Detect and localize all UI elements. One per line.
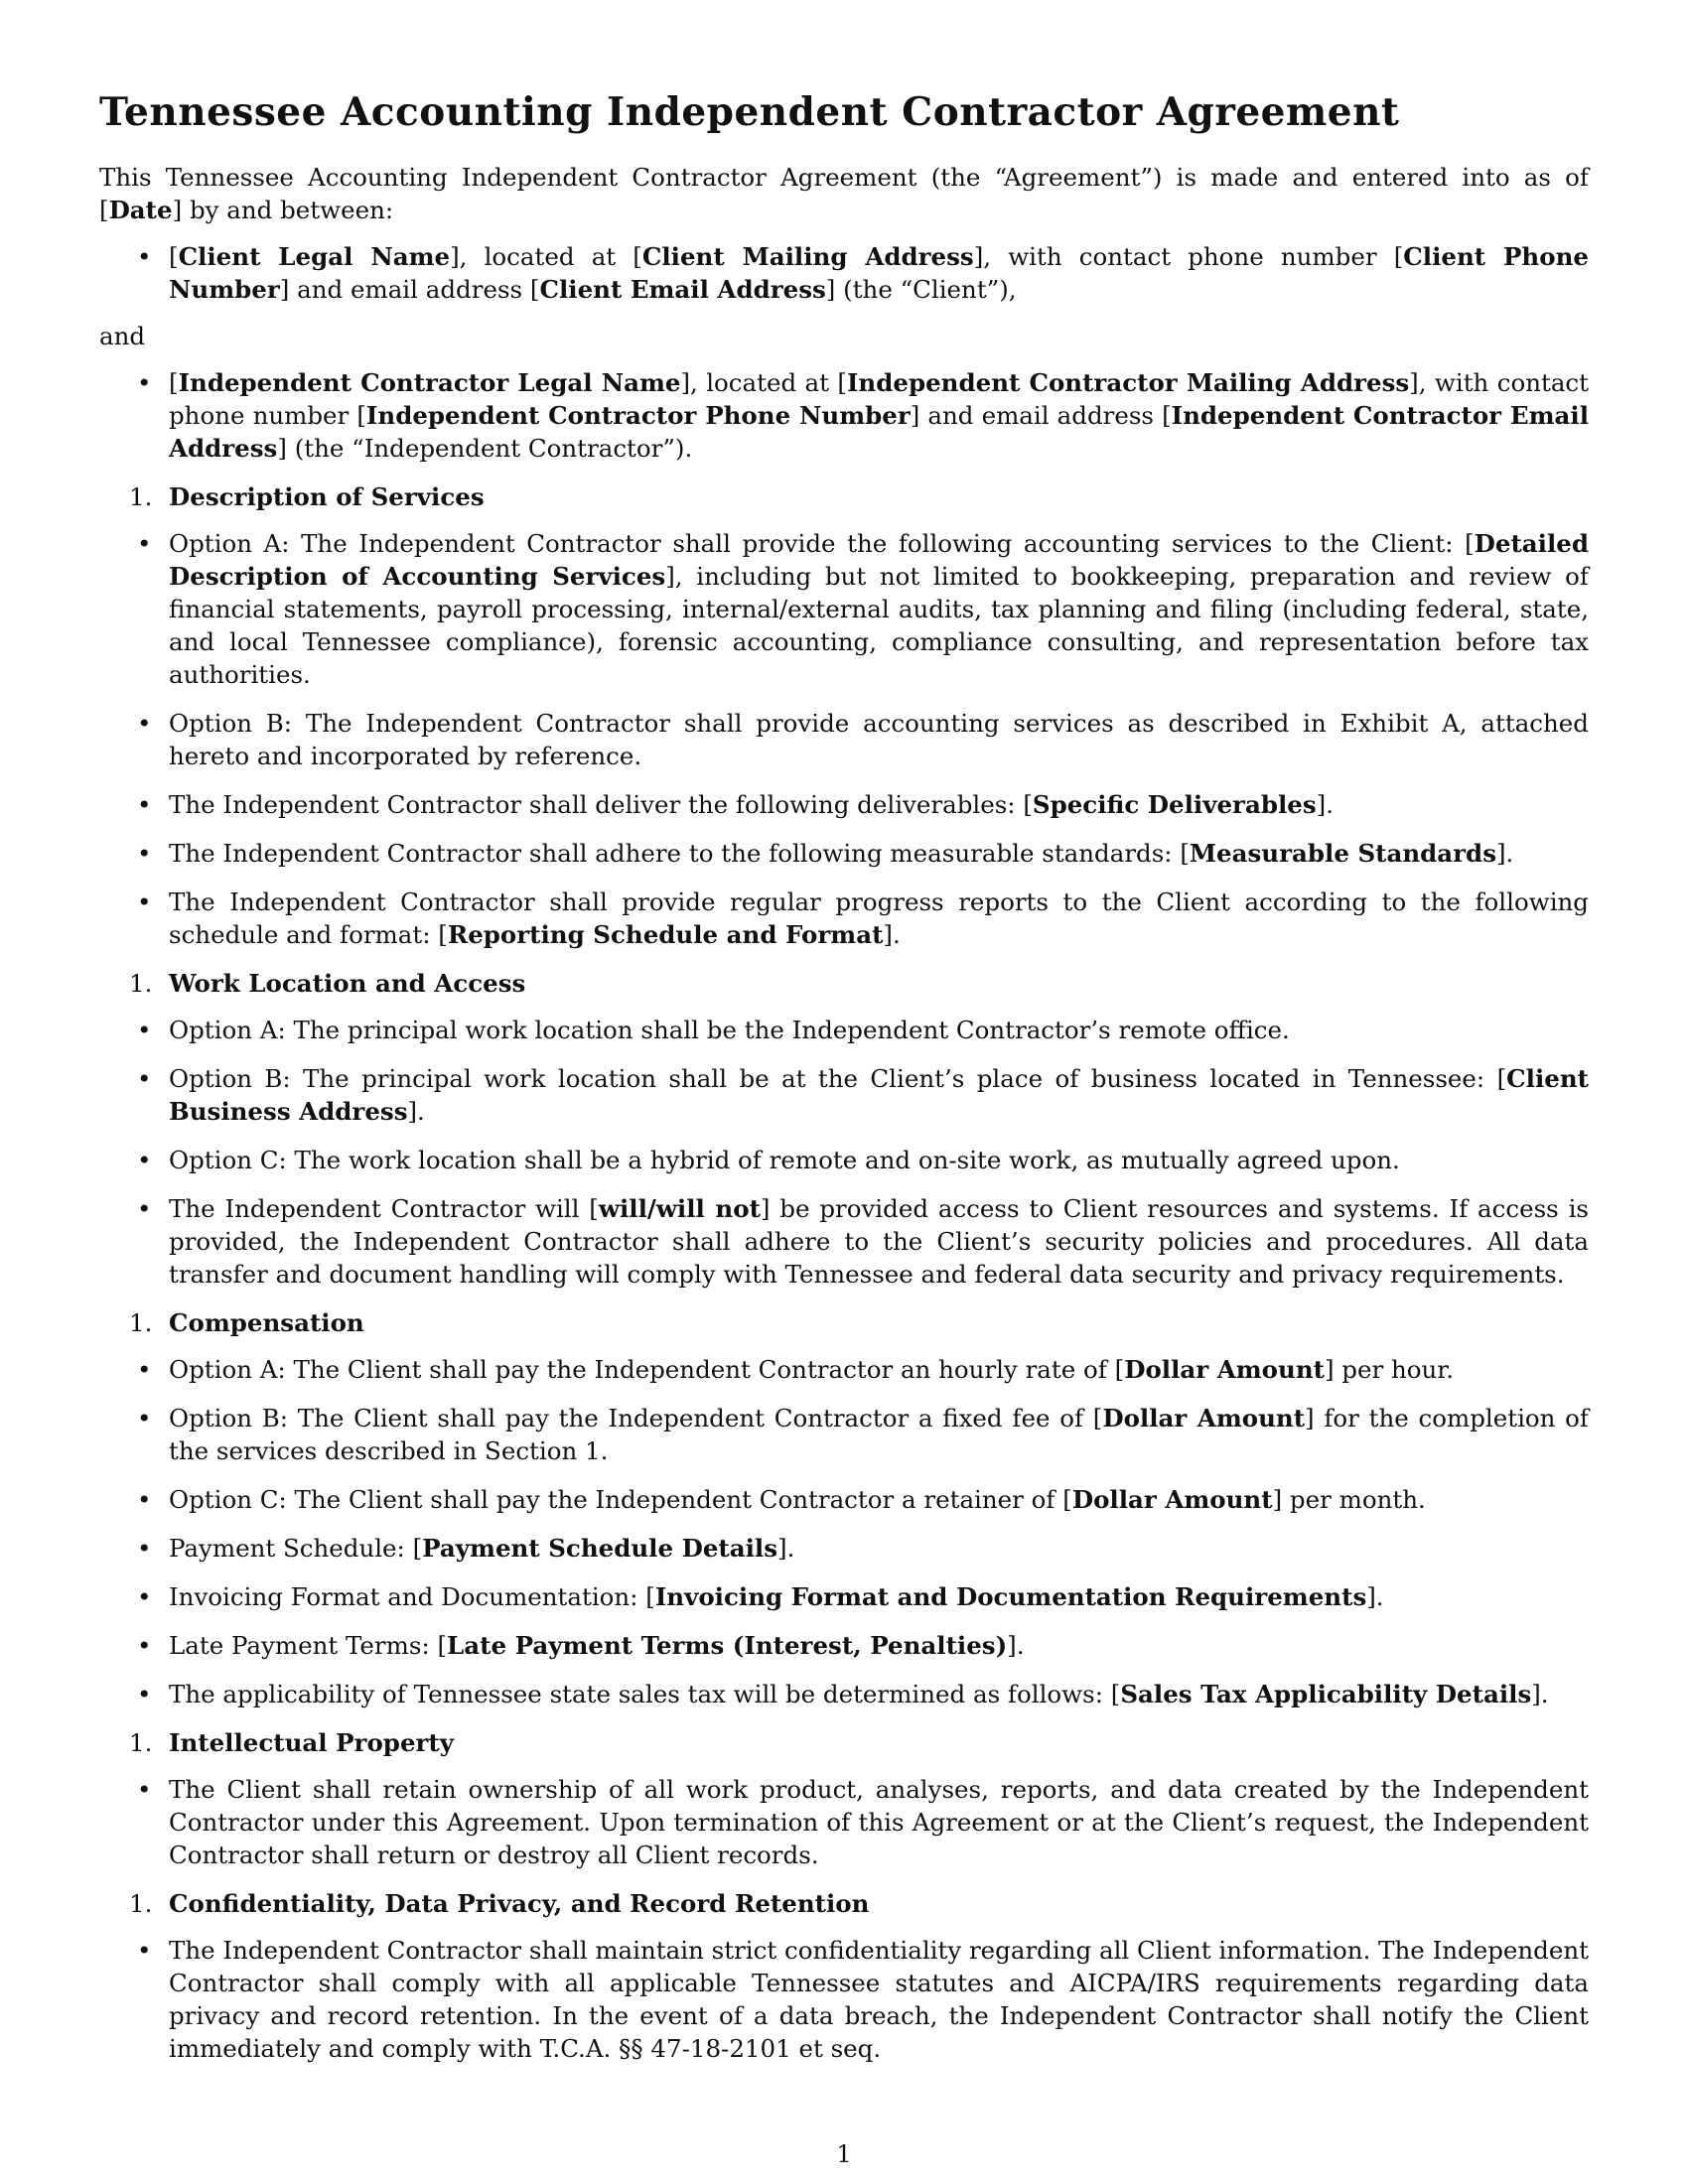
list-item: • The Independent Contractor shall adhere to the following measurable standards: [Measurable Standards]. — [99, 837, 1589, 870]
list-item: • Payment Schedule: [Payment Schedule Details]. — [99, 1532, 1589, 1565]
list-item: • The Independent Contractor shall maintain strict confidentiality regarding all Client information. The Independent Contractor shall comply with all applicable Tennessee statutes and AICPA/IRS requirements regarding data privacy and record retention. In the event of a data breach, the Independent Contractor shall notify the Client immediately and comply with T.C.A. §§ 47-18-2101 et seq. — [99, 1934, 1589, 2065]
client-email-placeholder: Client Email Address — [539, 275, 826, 304]
list-item: • Option A: The principal work location shall be the Independent Contractor’s remote office. — [99, 1014, 1589, 1046]
contractor-party-list — [99, 366, 1589, 465]
ip-list — [99, 1773, 1589, 1871]
page-number: 1 — [836, 2140, 852, 2168]
client-name-placeholder: Client Legal Name — [178, 242, 451, 271]
date-placeholder: Date — [108, 196, 173, 224]
section-heading-ip: 1. Intellectual Property — [129, 1728, 454, 1757]
client-address-placeholder: Client Mailing Address — [641, 242, 974, 271]
list-item: • Option C: The Client shall pay the Independent Contractor a retainer of [Dollar Amount] per month. — [99, 1483, 1589, 1516]
list-item: • Late Payment Terms: [Late Payment Terms (Interest, Penalties)]. — [99, 1629, 1589, 1662]
section-heading-compensation: 1. Compensation — [129, 1308, 364, 1337]
list-item: • The Independent Contractor shall deliver the following deliverables: [Specific Deliverables]. — [99, 788, 1589, 821]
section-heading-confidentiality: 1. Confidentiality, Data Privacy, and Record Retention — [129, 1889, 870, 1918]
list-item: • The Client shall retain ownership of all work product, analyses, reports, and data created by the Independent Contractor under this Agreement. Upon termination of this Agreement or at the Client’s request, the Independent Contractor shall return or destroy all Client records. — [99, 1773, 1589, 1871]
list-item: • Option A: The Independent Contractor shall provide the following accounting services to the Client: [Detailed Description of Accounting Services], including but not limited to bookkeeping, preparation and review of financial statements, payroll processing, internal/external audits, tax planning and filing (including federal, state, and local Tennessee compliance), forensic accounting, compliance consulting, and representation before tax authorities. — [99, 527, 1589, 691]
list-item: • Option B: The Client shall pay the Independent Contractor a fixed fee of [Dollar Amount] for the completion of the services described in Section 1. — [99, 1402, 1589, 1467]
list-item: • The Independent Contractor shall provide regular progress reports to the Client according to the following schedule and format: [Reporting Schedule and Format]. — [99, 886, 1589, 951]
intro-paragraph: This Tennessee Accounting Independent Contractor Agreement (the “Agreement”) is made and entered into as of [Date] by and between: — [99, 163, 1589, 224]
location-list — [99, 1014, 1589, 1291]
section-heading-services: 1. Description of Services — [129, 482, 485, 511]
list-item: • Option B: The Independent Contractor shall provide accounting services as described in Exhibit A, attached hereto and incorporated by reference. — [99, 707, 1589, 772]
confidentiality-list — [99, 1934, 1589, 2065]
services-list — [99, 527, 1589, 951]
client-party-list — [99, 240, 1589, 306]
list-item: • The Independent Contractor will [will/will not] be provided access to Client resources and systems. If access is provided, the Independent Contractor shall adhere to the Client’s security policies and procedures. All data transfer and document handling will comply with Tennessee and federal data security and privacy requirements. — [99, 1192, 1589, 1291]
contractor-email-placeholder: Independent Contractor Email Address — [169, 401, 1590, 463]
section-heading-location: 1. Work Location and Access — [129, 969, 526, 998]
list-item: • Option B: The principal work location shall be at the Client’s place of business located in Tennessee: [Client Business Address]. — [99, 1062, 1589, 1128]
contractor-name-placeholder: Independent Contractor Legal Name — [178, 368, 681, 397]
and-connector: and — [99, 322, 146, 350]
client-party: • [Client Legal Name], located at [Client Mailing Address], with contact phone number [Client Phone Number] and email address [Client Email Address] (the “Client”), — [99, 240, 1589, 306]
list-item: • The applicability of Tennessee state sales tax will be determined as follows: [Sales Tax Applicability Details]. — [99, 1678, 1589, 1710]
document-title: Tennessee Accounting Independent Contractor Agreement — [99, 89, 1400, 135]
list-item: • Option A: The Client shall pay the Independent Contractor an hourly rate of [Dollar Amount] per hour. — [99, 1353, 1589, 1386]
compensation-list — [99, 1353, 1589, 1710]
contractor-address-placeholder: Independent Contractor Mailing Address — [846, 368, 1410, 397]
list-item: • Option C: The work location shall be a hybrid of remote and on-site work, as mutually agreed upon. — [99, 1144, 1589, 1176]
document-page — [99, 87, 1589, 2065]
contractor-phone-placeholder: Independent Contractor Phone Number — [365, 401, 911, 430]
contractor-party: • [Independent Contractor Legal Name], located at [Independent Contractor Mailing Address], with contact phone number [Independent Contractor Phone Number] and email address [Independent Contractor Email Address] (the “Independent Contractor”). — [99, 366, 1589, 465]
client-phone-placeholder: Client Phone Number — [169, 242, 1589, 304]
list-item: • Invoicing Format and Documentation: [Invoicing Format and Documentation Requirements]. — [99, 1580, 1589, 1613]
